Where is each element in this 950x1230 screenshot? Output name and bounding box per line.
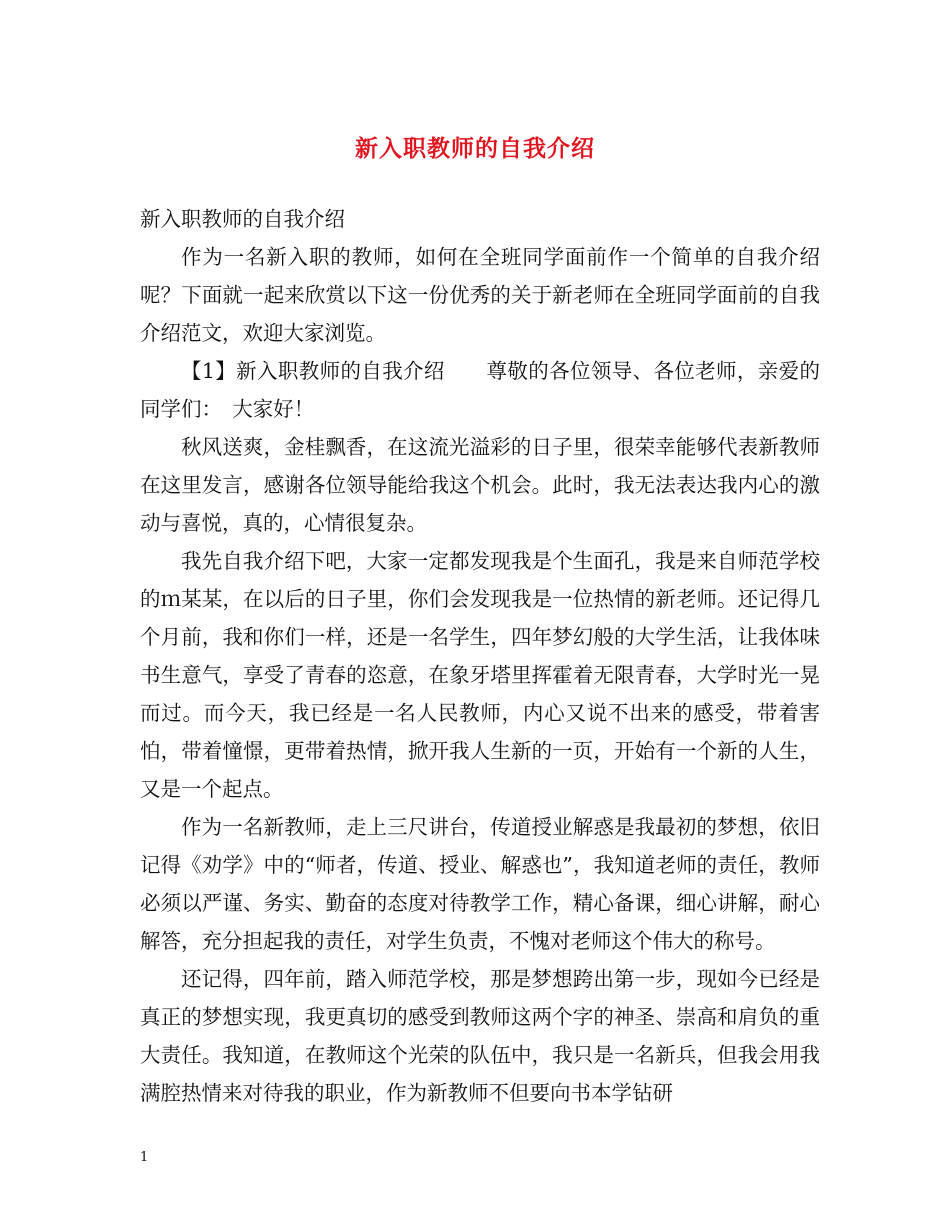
paragraph-new-teacher: 作为一名新教师，走上三尺讲台，传道授业解惑是我最初的梦想，依旧记得《劝学》中的“师者，传道、授业、解惑也”，我知道老师的责任，教师必须以严谨、务实、勤奋的态度对待教学工作，精心备课，细心讲解，耐心解答，充分担起我的责任，对学生负责，不愧对老师这个伟大的称号。 bbox=[140, 815, 820, 953]
document-subtitle: 新入职教师的自我介绍 bbox=[140, 207, 345, 231]
paragraph-remember: 还记得，四年前，踏入师范学校，那是梦想跨出第一步，现如今已经是真正的梦想实现，我更真切的感受到教师这两个字的神圣、崇高和肩负的重大责任。我知道，在教师这个光荣的队伍中，我只是一名新兵，但我会用我满腔热情来对待我的职业，作为新教师不但要向书本学钻研 bbox=[140, 967, 820, 1105]
paragraph-autumn: 秋风送爽，金桂飘香，在这流光溢彩的日子里，很荣幸能够代表新教师在这里发言，感谢各位领导能给我这个机会。此时，我无法表达我内心的激动与喜悦，真的，心情很复杂。 bbox=[140, 435, 820, 535]
document-title: 新入职教师的自我介绍 bbox=[355, 135, 595, 162]
paragraph-self-intro: 我先自我介绍下吧，大家一定都发现我是个生面孔，我是来自师范学校的ｍ某某，在以后的日子里，你们会发现我是一位热情的新老师。还记得几个月前，我和你们一样，还是一名学生，四年梦幻般的大学生活，让我体味书生意气，享受了青春的恣意，在象牙塔里挥霍着无限青春，大学时光一晃而过。而今天，我已经是一名人民教师，内心又说不出来的感受，带着害怕，带着憧憬，更带着热情，掀开我人生新的一页，开始有一个新的人生，又是一个起点。 bbox=[140, 549, 820, 801]
document-body bbox=[140, 200, 820, 1112]
paragraph-intro: 作为一名新入职的教师，如何在全班同学面前作一个简单的自我介绍呢？下面就一起来欣赏以下这一份优秀的关于新老师在全班同学面前的自我介绍范文，欢迎大家浏览。 bbox=[140, 245, 820, 345]
page-number: 1 bbox=[140, 1150, 149, 1165]
paragraph-greeting: 【1】新入职教师的自我介绍 尊敬的各位领导、各位老师，亲爱的同学们： 大家好！ bbox=[140, 359, 820, 421]
